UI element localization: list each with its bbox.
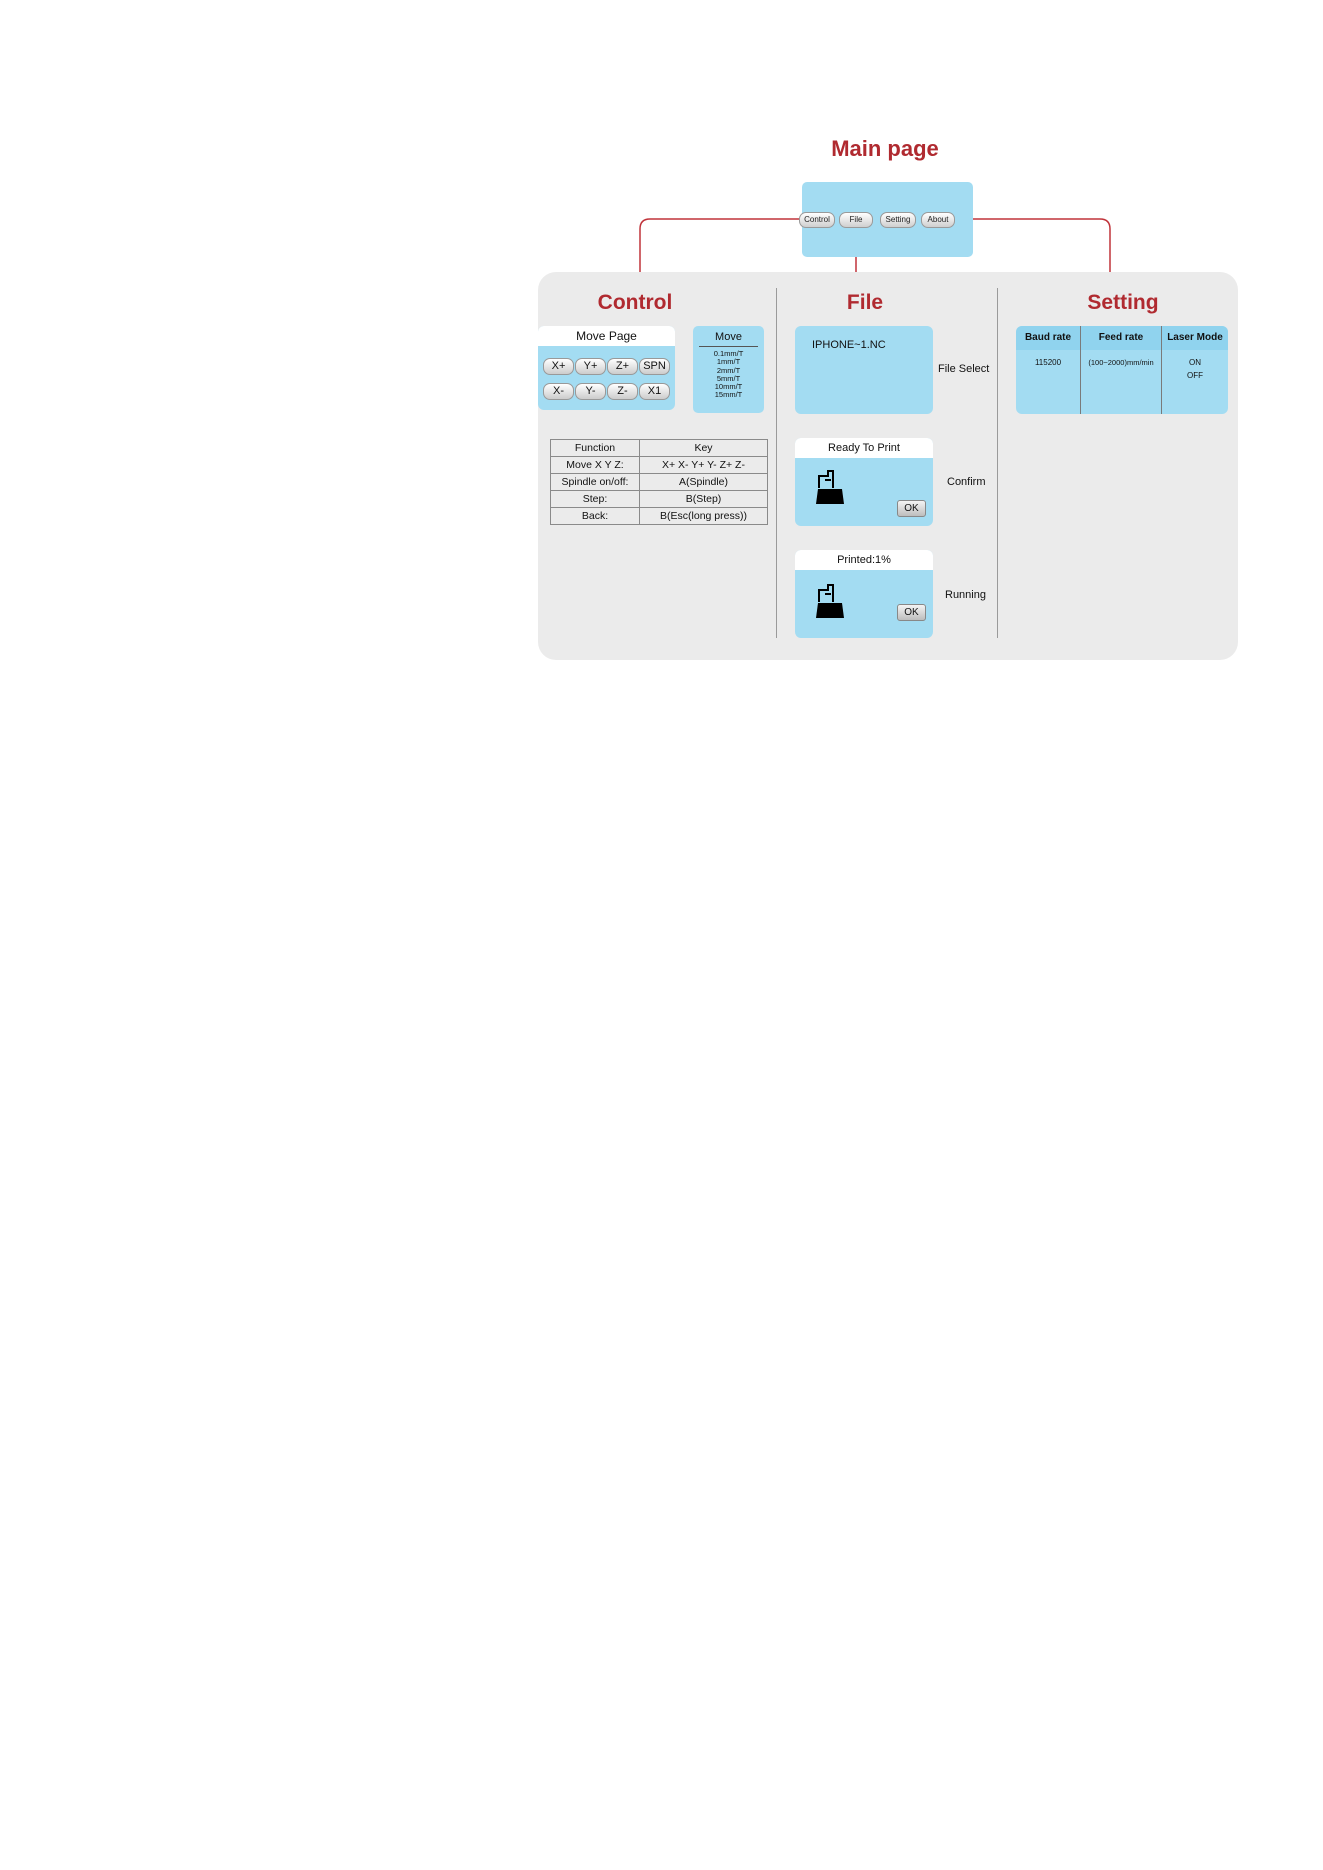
move-step-screen [693, 326, 764, 413]
main-page-title: Main page [831, 136, 939, 161]
table-header-row [551, 440, 768, 457]
table-row [551, 474, 768, 491]
table-cell: Spindle on/off: [551, 474, 640, 491]
table-cell: Step: [551, 491, 640, 508]
about-button[interactable]: About [921, 212, 955, 228]
move-page-title: Move Page [538, 326, 675, 346]
x-minus-button[interactable]: X- [543, 383, 574, 400]
control-button[interactable]: Control [799, 212, 835, 228]
z-plus-button[interactable]: Z+ [607, 358, 638, 375]
table-row [551, 508, 768, 525]
x1-button[interactable]: X1 [639, 383, 670, 400]
laser-on-value[interactable]: ON [1189, 358, 1201, 367]
move-step-item: 0.1mm/T [713, 349, 744, 358]
running-title: Printed:1% [795, 550, 933, 570]
table-row [551, 491, 768, 508]
move-step-item: 10mm/T [714, 382, 743, 392]
table-cell: B(Esc(long press)) [640, 508, 768, 525]
table-cell: X+ X- Y+ Y- Z+ Z- [640, 457, 768, 474]
confirm-label: Confirm [947, 476, 986, 488]
setting-title: Setting [1087, 291, 1159, 314]
feed-rate-header: Feed rate [1098, 332, 1144, 343]
baud-rate-value[interactable]: 115200 [1034, 358, 1062, 367]
move-step-item: 5mm/T [716, 373, 741, 383]
baud-rate-header: Baud rate [1024, 332, 1072, 343]
file-select-screen [795, 326, 933, 414]
spn-button[interactable]: SPN [639, 358, 670, 375]
running-ok-button[interactable]: OK [897, 604, 926, 621]
table-header: Function [551, 440, 640, 457]
running-label: Running [945, 589, 986, 601]
key-function-table [550, 439, 768, 525]
divider-left [776, 288, 777, 638]
z-minus-button[interactable]: Z- [607, 383, 638, 400]
x-plus-button[interactable]: X+ [543, 358, 574, 375]
move-step-item: 15mm/T [714, 390, 743, 400]
move-step-rule [699, 346, 758, 347]
confirm-title: Ready To Print [795, 438, 933, 458]
running-screen [795, 550, 933, 638]
table-cell: Back: [551, 508, 640, 525]
feed-rate-value[interactable]: (100~2000)mm/min [1088, 358, 1154, 367]
table-header: Key [640, 440, 768, 457]
divider-right [997, 288, 998, 638]
y-minus-button[interactable]: Y- [575, 383, 606, 400]
table-cell: Move X Y Z: [551, 457, 640, 474]
engraver-icon [815, 584, 845, 620]
file-button[interactable]: File [839, 212, 873, 228]
file-title: File [846, 291, 884, 314]
table-row [551, 457, 768, 474]
laser-off-value[interactable]: OFF [1187, 371, 1203, 380]
table-cell: A(Spindle) [640, 474, 768, 491]
file-select-label: File Select [938, 363, 990, 375]
move-step-item: 2mm/T [716, 365, 741, 375]
move-step-title: Move [715, 331, 742, 343]
setting-button[interactable]: Setting [880, 212, 916, 228]
confirm-ok-button[interactable]: OK [897, 500, 926, 517]
move-step-list [693, 350, 764, 400]
control-title: Control [597, 291, 673, 314]
engraver-icon [815, 470, 845, 506]
move-step-item: 1mm/T [716, 357, 741, 367]
y-plus-button[interactable]: Y+ [575, 358, 606, 375]
file-name[interactable]: IPHONE~1.NC [812, 339, 886, 351]
laser-mode-header: Laser Mode [1167, 332, 1223, 343]
setting-screen [1016, 326, 1228, 414]
table-cell: B(Step) [640, 491, 768, 508]
